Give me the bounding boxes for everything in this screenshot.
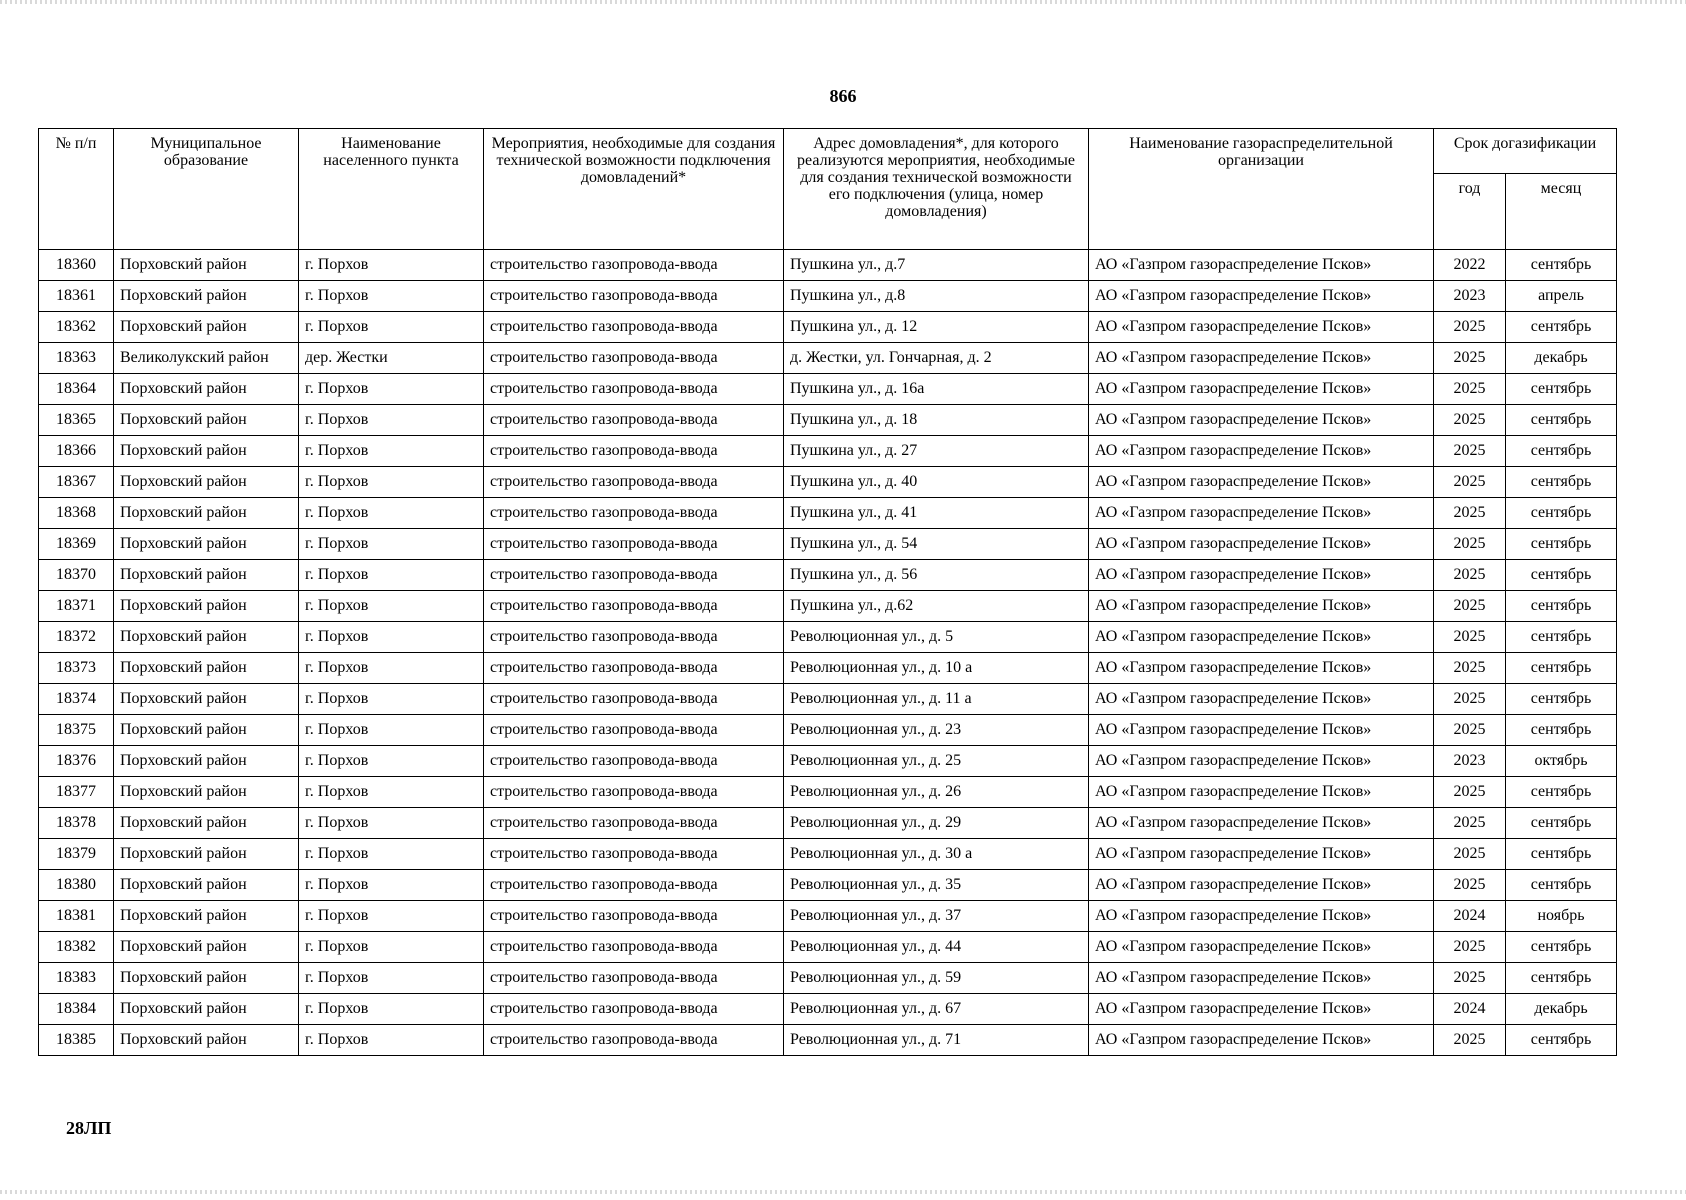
- cell-municipality: Порховский район: [114, 839, 299, 870]
- cell-municipality: Порховский район: [114, 746, 299, 777]
- cell-year: 2025: [1434, 839, 1506, 870]
- cell-municipality: Порховский район: [114, 684, 299, 715]
- cell-month: ноябрь: [1506, 901, 1617, 932]
- cell-address: Революционная ул., д. 35: [784, 870, 1089, 901]
- cell-address: Пушкина ул., д. 27: [784, 436, 1089, 467]
- cell-address: Революционная ул., д. 71: [784, 1025, 1089, 1056]
- cell-municipality: Порховский район: [114, 1025, 299, 1056]
- table-row: [39, 374, 1617, 405]
- cell-year: 2025: [1434, 715, 1506, 746]
- cell-month: сентябрь: [1506, 498, 1617, 529]
- table-body: [39, 250, 1617, 1056]
- cell-address: Революционная ул., д. 5: [784, 622, 1089, 653]
- cell-organization: АО «Газпром газораспределение Псков»: [1089, 343, 1434, 374]
- cell-settlement: г. Порхов: [299, 312, 484, 343]
- table-row: [39, 808, 1617, 839]
- cell-address: Революционная ул., д. 29: [784, 808, 1089, 839]
- cell-num: 18364: [39, 374, 114, 405]
- cell-num: 18383: [39, 963, 114, 994]
- table-row: [39, 436, 1617, 467]
- header-month: месяц: [1506, 174, 1617, 250]
- cell-settlement: г. Порхов: [299, 808, 484, 839]
- cell-num: 18370: [39, 560, 114, 591]
- cell-organization: АО «Газпром газораспределение Псков»: [1089, 777, 1434, 808]
- cell-address: Революционная ул., д. 25: [784, 746, 1089, 777]
- scan-edge-top: [0, 0, 1686, 4]
- table-row: [39, 684, 1617, 715]
- cell-organization: АО «Газпром газораспределение Псков»: [1089, 529, 1434, 560]
- cell-num: 18361: [39, 281, 114, 312]
- cell-year: 2024: [1434, 901, 1506, 932]
- cell-year: 2023: [1434, 746, 1506, 777]
- cell-month: сентябрь: [1506, 1025, 1617, 1056]
- cell-num: 18360: [39, 250, 114, 281]
- cell-measures: строительство газопровода-ввода: [484, 746, 784, 777]
- cell-municipality: Порховский район: [114, 715, 299, 746]
- cell-measures: строительство газопровода-ввода: [484, 653, 784, 684]
- cell-organization: АО «Газпром газораспределение Псков»: [1089, 870, 1434, 901]
- cell-municipality: Порховский район: [114, 374, 299, 405]
- cell-measures: строительство газопровода-ввода: [484, 994, 784, 1025]
- table-row: [39, 467, 1617, 498]
- cell-organization: АО «Газпром газораспределение Псков»: [1089, 994, 1434, 1025]
- cell-settlement: г. Порхов: [299, 405, 484, 436]
- cell-month: сентябрь: [1506, 374, 1617, 405]
- cell-settlement: г. Порхов: [299, 901, 484, 932]
- cell-municipality: Порховский район: [114, 777, 299, 808]
- cell-month: сентябрь: [1506, 467, 1617, 498]
- cell-measures: строительство газопровода-ввода: [484, 560, 784, 591]
- cell-settlement: г. Порхов: [299, 467, 484, 498]
- cell-month: сентябрь: [1506, 839, 1617, 870]
- cell-year: 2023: [1434, 281, 1506, 312]
- cell-address: Революционная ул., д. 37: [784, 901, 1089, 932]
- cell-year: 2025: [1434, 932, 1506, 963]
- cell-measures: строительство газопровода-ввода: [484, 591, 784, 622]
- cell-year: 2024: [1434, 994, 1506, 1025]
- cell-month: сентябрь: [1506, 405, 1617, 436]
- cell-month: сентябрь: [1506, 250, 1617, 281]
- cell-year: 2025: [1434, 343, 1506, 374]
- cell-num: 18375: [39, 715, 114, 746]
- cell-settlement: г. Порхов: [299, 250, 484, 281]
- cell-num: 18378: [39, 808, 114, 839]
- cell-month: октябрь: [1506, 746, 1617, 777]
- cell-month: сентябрь: [1506, 529, 1617, 560]
- cell-settlement: г. Порхов: [299, 932, 484, 963]
- table-row: [39, 1025, 1617, 1056]
- cell-num: 18382: [39, 932, 114, 963]
- cell-organization: АО «Газпром газораспределение Псков»: [1089, 436, 1434, 467]
- cell-address: Пушкина ул., д. 12: [784, 312, 1089, 343]
- cell-municipality: Порховский район: [114, 312, 299, 343]
- cell-municipality: Порховский район: [114, 870, 299, 901]
- cell-municipality: Порховский район: [114, 281, 299, 312]
- cell-num: 18381: [39, 901, 114, 932]
- cell-measures: строительство газопровода-ввода: [484, 405, 784, 436]
- table-header: [39, 129, 1617, 250]
- cell-settlement: дер. Жестки: [299, 343, 484, 374]
- cell-measures: строительство газопровода-ввода: [484, 467, 784, 498]
- cell-organization: АО «Газпром газораспределение Псков»: [1089, 560, 1434, 591]
- cell-address: Революционная ул., д. 30 а: [784, 839, 1089, 870]
- table-row: [39, 622, 1617, 653]
- cell-organization: АО «Газпром газораспределение Псков»: [1089, 932, 1434, 963]
- cell-municipality: Порховский район: [114, 932, 299, 963]
- cell-municipality: Порховский район: [114, 901, 299, 932]
- page-number: 866: [829, 86, 857, 106]
- cell-month: сентябрь: [1506, 808, 1617, 839]
- cell-measures: строительство газопровода-ввода: [484, 715, 784, 746]
- cell-year: 2025: [1434, 467, 1506, 498]
- cell-month: сентябрь: [1506, 436, 1617, 467]
- cell-num: 18379: [39, 839, 114, 870]
- table-row: [39, 591, 1617, 622]
- cell-municipality: Порховский район: [114, 436, 299, 467]
- cell-organization: АО «Газпром газораспределение Псков»: [1089, 963, 1434, 994]
- cell-month: апрель: [1506, 281, 1617, 312]
- cell-year: 2025: [1434, 529, 1506, 560]
- cell-address: Пушкина ул., д.8: [784, 281, 1089, 312]
- header-term: Срок догазификации: [1434, 129, 1617, 174]
- cell-organization: АО «Газпром газораспределение Псков»: [1089, 653, 1434, 684]
- cell-address: Революционная ул., д. 11 а: [784, 684, 1089, 715]
- cell-measures: строительство газопровода-ввода: [484, 777, 784, 808]
- cell-num: 18366: [39, 436, 114, 467]
- cell-address: Пушкина ул., д. 54: [784, 529, 1089, 560]
- cell-address: Революционная ул., д. 59: [784, 963, 1089, 994]
- cell-settlement: г. Порхов: [299, 994, 484, 1025]
- cell-organization: АО «Газпром газораспределение Псков»: [1089, 312, 1434, 343]
- cell-settlement: г. Порхов: [299, 653, 484, 684]
- table-row: [39, 653, 1617, 684]
- cell-month: сентябрь: [1506, 715, 1617, 746]
- header-municipality: Муниципальное образование: [114, 129, 299, 250]
- table-row: [39, 715, 1617, 746]
- scan-edge-bottom: [0, 1190, 1686, 1194]
- cell-measures: строительство газопровода-ввода: [484, 436, 784, 467]
- cell-measures: строительство газопровода-ввода: [484, 932, 784, 963]
- cell-year: 2025: [1434, 653, 1506, 684]
- cell-month: декабрь: [1506, 343, 1617, 374]
- cell-organization: АО «Газпром газораспределение Псков»: [1089, 901, 1434, 932]
- cell-measures: строительство газопровода-ввода: [484, 312, 784, 343]
- cell-municipality: Порховский район: [114, 467, 299, 498]
- cell-num: 18371: [39, 591, 114, 622]
- table-row: [39, 312, 1617, 343]
- cell-organization: АО «Газпром газораспределение Псков»: [1089, 250, 1434, 281]
- cell-month: сентябрь: [1506, 312, 1617, 343]
- cell-measures: строительство газопровода-ввода: [484, 374, 784, 405]
- cell-settlement: г. Порхов: [299, 870, 484, 901]
- cell-year: 2025: [1434, 777, 1506, 808]
- cell-year: 2025: [1434, 405, 1506, 436]
- cell-organization: АО «Газпром газораспределение Псков»: [1089, 715, 1434, 746]
- cell-municipality: Порховский район: [114, 622, 299, 653]
- cell-month: сентябрь: [1506, 777, 1617, 808]
- table-row: [39, 746, 1617, 777]
- cell-num: 18363: [39, 343, 114, 374]
- table-row: [39, 498, 1617, 529]
- cell-address: Пушкина ул., д.62: [784, 591, 1089, 622]
- table-row: [39, 932, 1617, 963]
- cell-organization: АО «Газпром газораспределение Псков»: [1089, 839, 1434, 870]
- gasification-table: [38, 128, 1617, 1056]
- cell-address: Пушкина ул., д. 18: [784, 405, 1089, 436]
- cell-year: 2025: [1434, 560, 1506, 591]
- cell-num: 18376: [39, 746, 114, 777]
- table-row: [39, 250, 1617, 281]
- cell-num: 18362: [39, 312, 114, 343]
- cell-num: 18368: [39, 498, 114, 529]
- cell-settlement: г. Порхов: [299, 622, 484, 653]
- table-row: [39, 343, 1617, 374]
- cell-settlement: г. Порхов: [299, 436, 484, 467]
- cell-municipality: Порховский район: [114, 653, 299, 684]
- cell-settlement: г. Порхов: [299, 746, 484, 777]
- cell-organization: АО «Газпром газораспределение Псков»: [1089, 684, 1434, 715]
- cell-num: 18372: [39, 622, 114, 653]
- cell-settlement: г. Порхов: [299, 374, 484, 405]
- cell-measures: строительство газопровода-ввода: [484, 529, 784, 560]
- cell-measures: строительство газопровода-ввода: [484, 901, 784, 932]
- cell-month: сентябрь: [1506, 560, 1617, 591]
- cell-municipality: Порховский район: [114, 963, 299, 994]
- cell-settlement: г. Порхов: [299, 498, 484, 529]
- cell-year: 2025: [1434, 684, 1506, 715]
- table-row: [39, 963, 1617, 994]
- cell-address: Революционная ул., д. 23: [784, 715, 1089, 746]
- cell-organization: АО «Газпром газораспределение Псков»: [1089, 405, 1434, 436]
- cell-address: Революционная ул., д. 44: [784, 932, 1089, 963]
- cell-address: Революционная ул., д. 10 а: [784, 653, 1089, 684]
- table-row: [39, 777, 1617, 808]
- cell-municipality: Великолукский район: [114, 343, 299, 374]
- cell-year: 2025: [1434, 963, 1506, 994]
- cell-measures: строительство газопровода-ввода: [484, 281, 784, 312]
- header-organization: Наименование газораспределительной организации: [1089, 129, 1434, 250]
- cell-municipality: Порховский район: [114, 250, 299, 281]
- header-address: Адрес домовладения*, для которого реализуются мероприятия, необходимые для создания технической возможности его подключения (улица, номер домовладения): [784, 129, 1089, 250]
- table-row: [39, 529, 1617, 560]
- cell-month: сентябрь: [1506, 653, 1617, 684]
- cell-settlement: г. Порхов: [299, 715, 484, 746]
- cell-month: сентябрь: [1506, 932, 1617, 963]
- table-row: [39, 839, 1617, 870]
- cell-measures: строительство газопровода-ввода: [484, 343, 784, 374]
- table-row: [39, 281, 1617, 312]
- cell-month: декабрь: [1506, 994, 1617, 1025]
- cell-municipality: Порховский район: [114, 994, 299, 1025]
- cell-measures: строительство газопровода-ввода: [484, 963, 784, 994]
- cell-organization: АО «Газпром газораспределение Псков»: [1089, 281, 1434, 312]
- cell-municipality: Порховский район: [114, 560, 299, 591]
- cell-measures: строительство газопровода-ввода: [484, 1025, 784, 1056]
- cell-year: 2025: [1434, 436, 1506, 467]
- cell-num: 18384: [39, 994, 114, 1025]
- header-year: год: [1434, 174, 1506, 250]
- cell-settlement: г. Порхов: [299, 777, 484, 808]
- cell-num: 18373: [39, 653, 114, 684]
- cell-num: 18385: [39, 1025, 114, 1056]
- cell-organization: АО «Газпром газораспределение Псков»: [1089, 467, 1434, 498]
- cell-municipality: Порховский район: [114, 498, 299, 529]
- footer-code: 28ЛП: [66, 1118, 112, 1138]
- cell-month: сентябрь: [1506, 963, 1617, 994]
- cell-address: Пушкина ул., д. 40: [784, 467, 1089, 498]
- cell-organization: АО «Газпром газораспределение Псков»: [1089, 1025, 1434, 1056]
- cell-settlement: г. Порхов: [299, 839, 484, 870]
- cell-num: 18369: [39, 529, 114, 560]
- table-row: [39, 560, 1617, 591]
- cell-address: Революционная ул., д. 67: [784, 994, 1089, 1025]
- cell-measures: строительство газопровода-ввода: [484, 498, 784, 529]
- cell-year: 2025: [1434, 1025, 1506, 1056]
- cell-address: Пушкина ул., д. 56: [784, 560, 1089, 591]
- cell-settlement: г. Порхов: [299, 963, 484, 994]
- cell-organization: АО «Газпром газораспределение Псков»: [1089, 498, 1434, 529]
- cell-address: д. Жестки, ул. Гончарная, д. 2: [784, 343, 1089, 374]
- header-settlement: Наименование населенного пункта: [299, 129, 484, 250]
- cell-measures: строительство газопровода-ввода: [484, 622, 784, 653]
- cell-settlement: г. Порхов: [299, 529, 484, 560]
- cell-year: 2025: [1434, 312, 1506, 343]
- cell-year: 2025: [1434, 591, 1506, 622]
- cell-organization: АО «Газпром газораспределение Псков»: [1089, 808, 1434, 839]
- cell-organization: АО «Газпром газораспределение Псков»: [1089, 746, 1434, 777]
- cell-settlement: г. Порхов: [299, 281, 484, 312]
- table-row: [39, 405, 1617, 436]
- cell-organization: АО «Газпром газораспределение Псков»: [1089, 622, 1434, 653]
- cell-year: 2025: [1434, 870, 1506, 901]
- cell-year: 2025: [1434, 808, 1506, 839]
- cell-municipality: Порховский район: [114, 405, 299, 436]
- cell-address: Пушкина ул., д.7: [784, 250, 1089, 281]
- cell-measures: строительство газопровода-ввода: [484, 684, 784, 715]
- cell-organization: АО «Газпром газораспределение Псков»: [1089, 374, 1434, 405]
- cell-municipality: Порховский район: [114, 591, 299, 622]
- cell-address: Пушкина ул., д. 41: [784, 498, 1089, 529]
- cell-year: 2022: [1434, 250, 1506, 281]
- table-row: [39, 901, 1617, 932]
- cell-num: 18380: [39, 870, 114, 901]
- cell-month: сентябрь: [1506, 622, 1617, 653]
- cell-municipality: Порховский район: [114, 529, 299, 560]
- cell-num: 18374: [39, 684, 114, 715]
- cell-month: сентябрь: [1506, 591, 1617, 622]
- cell-organization: АО «Газпром газораспределение Псков»: [1089, 591, 1434, 622]
- cell-municipality: Порховский район: [114, 808, 299, 839]
- cell-settlement: г. Порхов: [299, 560, 484, 591]
- cell-num: 18365: [39, 405, 114, 436]
- cell-num: 18377: [39, 777, 114, 808]
- cell-address: Революционная ул., д. 26: [784, 777, 1089, 808]
- header-measures: Мероприятия, необходимые для создания технической возможности подключения домовладений*: [484, 129, 784, 250]
- cell-settlement: г. Порхов: [299, 591, 484, 622]
- cell-measures: строительство газопровода-ввода: [484, 808, 784, 839]
- cell-settlement: г. Порхов: [299, 684, 484, 715]
- cell-year: 2025: [1434, 498, 1506, 529]
- cell-num: 18367: [39, 467, 114, 498]
- cell-year: 2025: [1434, 622, 1506, 653]
- cell-measures: строительство газопровода-ввода: [484, 250, 784, 281]
- cell-year: 2025: [1434, 374, 1506, 405]
- cell-settlement: г. Порхов: [299, 1025, 484, 1056]
- cell-measures: строительство газопровода-ввода: [484, 870, 784, 901]
- cell-measures: строительство газопровода-ввода: [484, 839, 784, 870]
- cell-month: сентябрь: [1506, 684, 1617, 715]
- table-row: [39, 994, 1617, 1025]
- cell-month: сентябрь: [1506, 870, 1617, 901]
- header-num: № п/п: [39, 129, 114, 250]
- table-row: [39, 870, 1617, 901]
- cell-address: Пушкина ул., д. 16а: [784, 374, 1089, 405]
